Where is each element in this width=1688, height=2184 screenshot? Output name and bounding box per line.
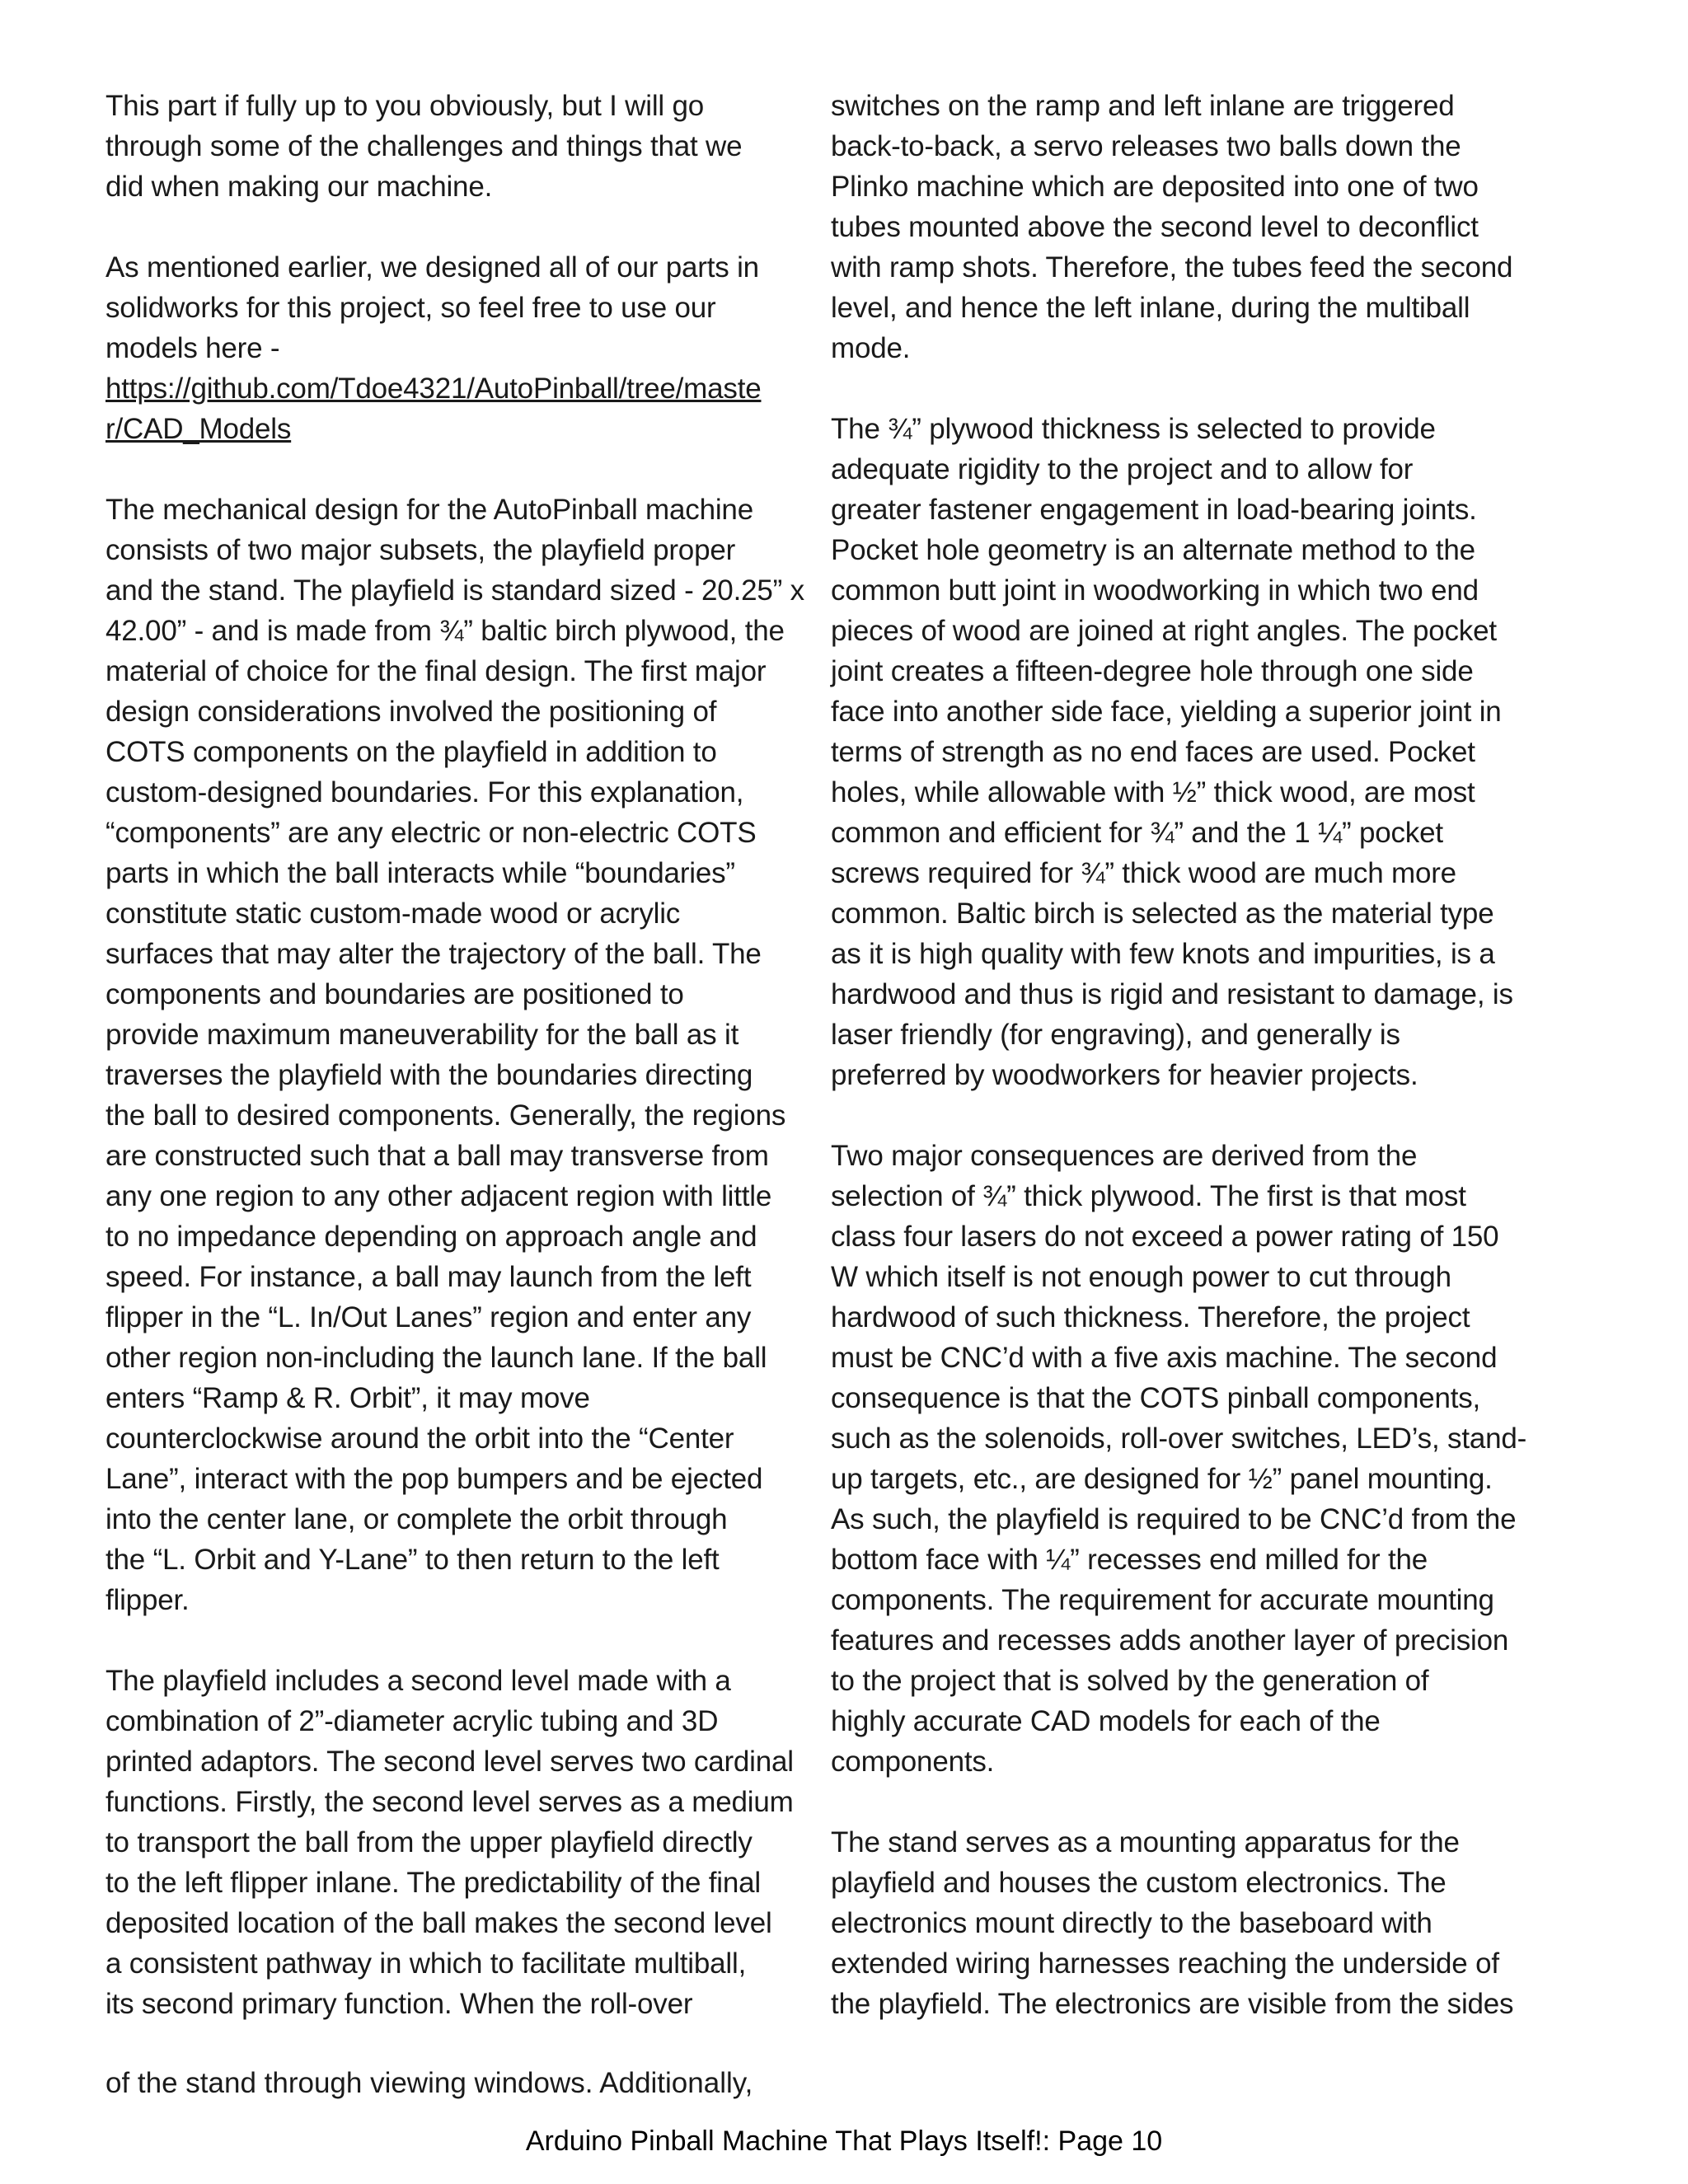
text-line: speed. For instance, a ball may launch from the left bbox=[106, 1261, 752, 1293]
text-line: 42.00” - and is made from ¾” baltic birch plywood, the bbox=[106, 615, 785, 647]
text-line: the “L. Orbit and Y-Lane” to then return to the left bbox=[106, 1544, 720, 1576]
text-line: mode. bbox=[831, 332, 911, 364]
text-line: holes, while allowable with ½” thick wood, are most bbox=[831, 776, 1475, 808]
text-line: provide maximum maneuverability for the ball as it bbox=[106, 1019, 739, 1051]
text-line: consists of two major subsets, the playfield proper bbox=[106, 534, 736, 566]
text-line: parts in which the ball interacts while “boundaries” bbox=[106, 857, 735, 889]
text-line: adequate rigidity to the project and to allow for bbox=[831, 453, 1414, 485]
text-line: a consistent pathway in which to facilitate multiball, bbox=[106, 1947, 747, 1980]
github-link[interactable]: https://github.com/Tdoe4321/AutoPinball/tree/maste bbox=[106, 373, 762, 405]
text-line: back-to-back, a servo releases two balls down the bbox=[831, 130, 1461, 162]
text-line: are constructed such that a ball may transverse from bbox=[106, 1140, 769, 1172]
text-line: electronics mount directly to the baseboard with bbox=[831, 1907, 1432, 1939]
text-line: components. bbox=[831, 1746, 995, 1778]
text-line: pieces of wood are joined at right angles. The pocket bbox=[831, 615, 1497, 647]
right-column bbox=[831, 86, 1573, 2024]
text-line: to the left flipper inlane. The predictability of the final bbox=[106, 1867, 761, 1899]
text-line: must be CNC’d with a five axis machine. The second bbox=[831, 1342, 1498, 1374]
text-line: Two major consequences are derived from the bbox=[831, 1140, 1418, 1172]
text-line: and the stand. The playfield is standard sized - 20.25” x bbox=[106, 574, 804, 607]
text-line: common. Baltic birch is selected as the material type bbox=[831, 898, 1494, 930]
text-line: hardwood of such thickness. Therefore, the project bbox=[831, 1301, 1470, 1333]
text-line: W which itself is not enough power to cut through bbox=[831, 1261, 1451, 1293]
text-line: common and efficient for ¾” and the 1 ¼” pocket bbox=[831, 817, 1443, 849]
text-line: common butt joint in woodworking in which two end bbox=[831, 574, 1479, 607]
text-line: COTS components on the playfield in addition to bbox=[106, 736, 717, 768]
text-line: enters “Ramp & R. Orbit”, it may move bbox=[106, 1382, 590, 1414]
text-line: As mentioned earlier, we designed all of our parts in bbox=[106, 251, 759, 284]
text-line: counterclockwise around the orbit into the “Center bbox=[106, 1422, 734, 1455]
text-line: hardwood and thus is rigid and resistant to damage, is bbox=[831, 978, 1513, 1010]
paragraph-cad-models bbox=[106, 247, 831, 449]
text-line: custom-designed boundaries. For this explanation, bbox=[106, 776, 744, 808]
paragraph-stand bbox=[831, 1822, 1573, 2024]
text-line: switches on the ramp and left inlane are triggered bbox=[831, 90, 1455, 122]
text-line: material of choice for the final design. The first major bbox=[106, 655, 767, 687]
text-line: into the center lane, or complete the orbit through bbox=[106, 1503, 728, 1535]
text-line: Lane”, interact with the pop bumpers and be ejected bbox=[106, 1463, 763, 1495]
text-line: terms of strength as no end faces are used. Pocket bbox=[831, 736, 1475, 768]
text-line: components. The requirement for accurate mounting bbox=[831, 1584, 1494, 1616]
text-line: “components” are any electric or non-electric COTS bbox=[106, 817, 757, 849]
text-line: traverses the playfield with the boundaries directing bbox=[106, 1059, 753, 1091]
text-line: up targets, etc., are designed for ½” panel mounting. bbox=[831, 1463, 1493, 1495]
text-line: its second primary function. When the roll-over bbox=[106, 1988, 693, 2020]
paragraph-multiball bbox=[831, 86, 1573, 368]
text-line: surfaces that may alter the trajectory of the ball. The bbox=[106, 938, 762, 970]
text-line: functions. Firstly, the second level serves as a medium bbox=[106, 1786, 794, 1818]
text-line: printed adaptors. The second level serves two cardinal bbox=[106, 1746, 794, 1778]
text-line: highly accurate CAD models for each of the bbox=[831, 1705, 1381, 1737]
text-line: laser friendly (for engraving), and generally is bbox=[831, 1019, 1400, 1051]
text-line: face into another side face, yielding a superior joint in bbox=[831, 696, 1502, 728]
text-line: to transport the ball from the upper playfield directly bbox=[106, 1826, 753, 1858]
page-footer: Arduino Pinball Machine That Plays Itself!: Page 10 bbox=[525, 2125, 1163, 2157]
text-line: such as the solenoids, roll-over switches, LED’s, stand- bbox=[831, 1422, 1527, 1455]
paragraph-plywood bbox=[831, 409, 1573, 1095]
text-line: models here - bbox=[106, 332, 280, 364]
text-line: the ball to desired components. Generally, the regions bbox=[106, 1099, 786, 1132]
text-line: any one region to any other adjacent region with little bbox=[106, 1180, 772, 1212]
text-line: to the project that is solved by the generation of bbox=[831, 1665, 1429, 1697]
text-line: deposited location of the ball makes the second level bbox=[106, 1907, 772, 1939]
text-line: joint creates a fifteen-degree hole through one side bbox=[831, 655, 1474, 687]
text-line: The stand serves as a mounting apparatus for the bbox=[831, 1826, 1460, 1858]
text-line: constitute static custom-made wood or acrylic bbox=[106, 898, 681, 930]
text-line: screws required for ¾” thick wood are much more bbox=[831, 857, 1456, 889]
text-line: with ramp shots. Therefore, the tubes feed the second bbox=[831, 251, 1513, 284]
text-line: as it is high quality with few knots and impurities, is a bbox=[831, 938, 1495, 970]
text-line: flipper in the “L. In/Out Lanes” region and enter any bbox=[106, 1301, 752, 1333]
text-line: preferred by woodworkers for heavier projects. bbox=[831, 1059, 1418, 1091]
paragraph-mechanical-design bbox=[106, 490, 831, 1620]
text-line: greater fastener engagement in load-bearing joints. bbox=[831, 494, 1477, 526]
text-line: As such, the playfield is required to be CNC’d from the bbox=[831, 1503, 1517, 1535]
text-line: combination of 2”-diameter acrylic tubing and 3D bbox=[106, 1705, 719, 1737]
text-line: did when making our machine. bbox=[106, 171, 493, 203]
text-line: other region non-including the launch lane. If the ball bbox=[106, 1342, 767, 1374]
text-line: tubes mounted above the second level to deconflict bbox=[831, 211, 1479, 243]
text-line: class four lasers do not exceed a power rating of 150 bbox=[831, 1221, 1499, 1253]
text-line: design considerations involved the positioning of bbox=[106, 696, 717, 728]
text-line: solidworks for this project, so feel free to use our bbox=[106, 292, 716, 324]
text-line: bottom face with ¼” recesses end milled for the bbox=[831, 1544, 1428, 1576]
text-line: features and recesses adds another layer of precision bbox=[831, 1624, 1509, 1657]
text-line: The mechanical design for the AutoPinball machine bbox=[106, 494, 753, 526]
text-line: This part if fully up to you obviously, but I will go bbox=[106, 90, 705, 122]
paragraph-intro bbox=[106, 86, 831, 207]
text-line: to no impedance depending on approach angle and bbox=[106, 1221, 757, 1253]
text-line: the playfield. The electronics are visible from the sides bbox=[831, 1988, 1514, 2020]
text-line: through some of the challenges and things that we bbox=[106, 130, 743, 162]
text-line: components and boundaries are positioned to bbox=[106, 978, 684, 1010]
paragraph-consequences bbox=[831, 1136, 1573, 1782]
github-link-continued[interactable]: r/CAD_Models bbox=[106, 413, 292, 445]
paragraph-second-level bbox=[106, 1661, 831, 2024]
text-line: The playfield includes a second level made with a bbox=[106, 1665, 731, 1697]
text-line: extended wiring harnesses reaching the underside of bbox=[831, 1947, 1499, 1980]
continuation-line: of the stand through viewing windows. Additionally, bbox=[106, 2067, 753, 2099]
text-line: consequence is that the COTS pinball components, bbox=[831, 1382, 1481, 1414]
text-line: selection of ¾” thick plywood. The first is that most bbox=[831, 1180, 1466, 1212]
text-line: playfield and houses the custom electronics. The bbox=[831, 1867, 1447, 1899]
text-line: flipper. bbox=[106, 1584, 190, 1616]
text-line: level, and hence the left inlane, during the multiball bbox=[831, 292, 1470, 324]
text-line: Pocket hole geometry is an alternate method to the bbox=[831, 534, 1475, 566]
text-line: The ¾” plywood thickness is selected to provide bbox=[831, 413, 1436, 445]
left-column bbox=[106, 86, 831, 2024]
text-line: Plinko machine which are deposited into one of two bbox=[831, 171, 1479, 203]
